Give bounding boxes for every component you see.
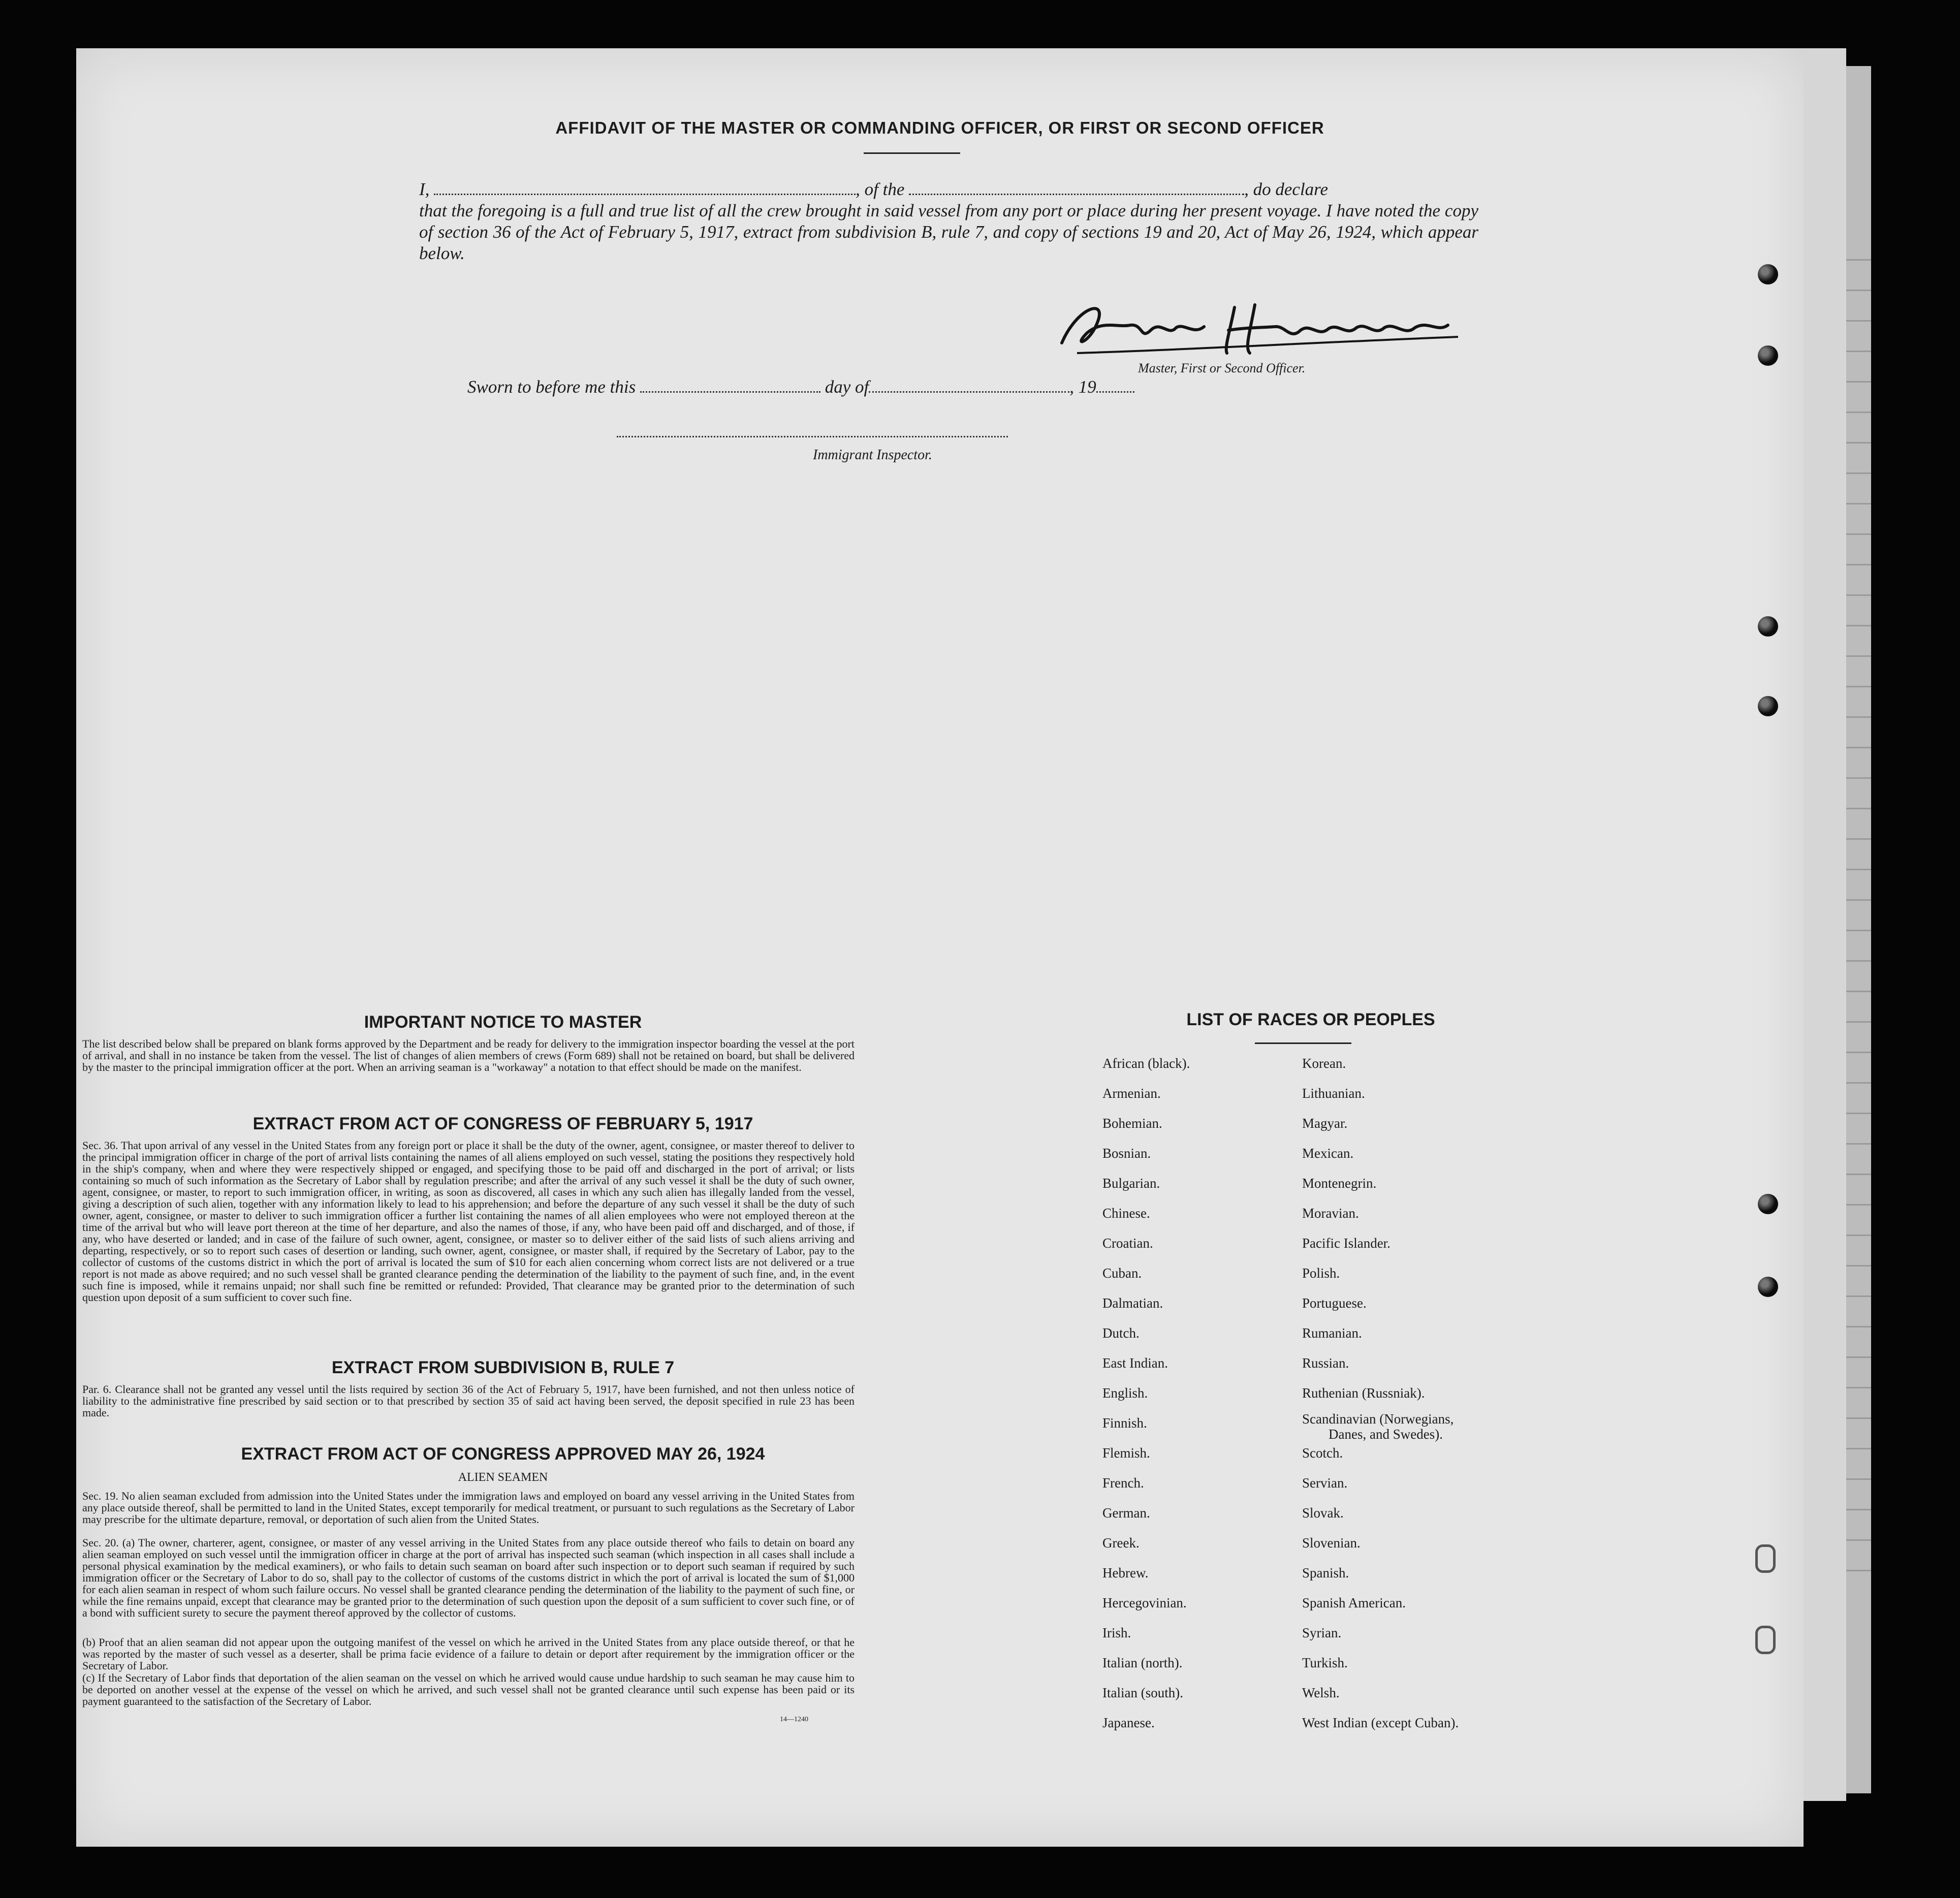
race-item: Cuban. xyxy=(1102,1266,1142,1281)
extract-1917-text: Sec. 36. That upon arrival of any vessel in the United States from any foreign port or place it shall be the duty of the owner, agent, consignee, or master thereof to deliver to the principal immigration officer in charge of the port of arrival lists containing the names of all aliens employed on such vessel, stating the positions they respectively hold in the ship's company, when and where they were respectively shipped or engaged, and specifying those to be paid off and discharged in the port of arrival; or lists containing so much of such information as the Secretary of Labor shall by regulation prescribe; and after the arrival of any such vessel it shall be the duty of such owner, agent, consignee, or master, to report to such immigration officer, in writing, as soon as discovered, all cases in which any such alien has illegally landed from the vessel, giving a description of such alien, together with any information likely to lead to his apprehension; and before the departure of any such vessel it shall be the duty of such owner, agent, consignee, or master to deliver to such immigration officer a further list containing the names of all alien employees who were not employed thereon at the time of the arrival but who will leave port thereon at the time of her departure, and also the names of those, if any, who have been paid off and discharged, and of those, if any, who have deserted or landed; and in case of the failure of such owner, agent, consignee, or master so to deliver either of the said lists of such aliens arriving and departing, respectively, or so to report such cases of desertion or landing, such owner, agent, consignee, or master shall, if required by the Secretary of Labor, pay to the collector of customs of the customs district in which the port of arrival is located the sum of $10 for each alien concerning whom correct lists are not delivered or a true report is not made as above required; and no such vessel shall be granted clearance pending the determination of the liability to the payment of such fine, and, in the event such fine is imposed, while it remains unpaid; nor shall such fine be remitted or refunded: Provided, That clearance may be granted prior to the determination of such question upon deposit of a sum sufficient to cover such fine. xyxy=(82,1139,855,1304)
punch-hole xyxy=(1758,264,1778,284)
sworn-year-field[interactable] xyxy=(1096,376,1134,393)
races-title: LIST OF RACES OR PEOPLES xyxy=(1186,1010,1435,1029)
race-item: Spanish American. xyxy=(1302,1595,1406,1610)
race-item: Scandinavian (Norwegians, xyxy=(1302,1411,1454,1427)
signature-label: Master, First or Second Officer. xyxy=(1138,361,1306,375)
race-item: Syrian. xyxy=(1302,1625,1342,1640)
races-underline xyxy=(1255,1042,1351,1044)
race-item: Rumanian. xyxy=(1302,1325,1362,1341)
race-item: Hercegovinian. xyxy=(1102,1595,1187,1610)
punch-hole xyxy=(1758,616,1778,637)
race-item: Turkish. xyxy=(1302,1655,1348,1670)
race-item: Dalmatian. xyxy=(1102,1295,1163,1311)
race-item: Armenian. xyxy=(1102,1086,1161,1101)
sworn-line: Sworn to before me this day of , 19 xyxy=(467,376,1134,397)
race-item: English. xyxy=(1102,1385,1148,1401)
race-item: Servian. xyxy=(1302,1475,1348,1491)
rule7-title: EXTRACT FROM SUBDIVISION B, RULE 7 xyxy=(331,1358,675,1377)
race-item: Slovenian. xyxy=(1302,1535,1361,1551)
race-item: Portuguese. xyxy=(1302,1295,1367,1311)
punch-hole xyxy=(1758,696,1778,716)
punch-hole xyxy=(1758,1194,1778,1214)
race-item: Ruthenian (Russniak). xyxy=(1302,1385,1425,1401)
race-item: Bohemian. xyxy=(1102,1116,1162,1131)
race-item: Polish. xyxy=(1302,1266,1340,1281)
race-item: Dutch. xyxy=(1102,1325,1140,1341)
sec20c-text: (c) If the Secretary of Labor finds that deportation of the alien seaman on the vessel on which he arrived would cause undue hardship to such seaman he may cause him to be deported on another vessel at the expense of the vessel on which he arrived, and such vessel shall not be granted clearance until such expense has been paid or its payment guaranteed to the satisfaction of the Secretary of Labor. xyxy=(82,1671,855,1707)
race-item: Magyar. xyxy=(1302,1116,1348,1131)
race-item: Spanish. xyxy=(1302,1565,1349,1580)
race-item: Montenegrin. xyxy=(1302,1176,1377,1191)
race-item: Bulgarian. xyxy=(1102,1176,1160,1191)
punch-hole xyxy=(1758,1277,1778,1297)
sec19-text: Sec. 19. No alien seaman excluded from admission into the United States under the immigration laws and employed on board any vessel arriving in the United States from any place outside thereof, shall be permitted to land in the United States, except temporarily for medical treatment, or pursuant to such regulations as the Secretary of Labor may prescribe for the ultimate departure, removal, or deportation of such alien from the United States. xyxy=(82,1490,855,1526)
race-item: French. xyxy=(1102,1475,1144,1491)
inspector-label: Immigrant Inspector. xyxy=(813,447,932,463)
race-item: West Indian (except Cuban). xyxy=(1302,1715,1459,1730)
alien-seamen-subtitle: ALIEN SEAMEN xyxy=(458,1471,548,1484)
race-item: Croatian. xyxy=(1102,1236,1153,1251)
race-item: Moravian. xyxy=(1302,1206,1359,1221)
race-item: Korean. xyxy=(1302,1056,1346,1071)
race-item: Finnish. xyxy=(1102,1415,1147,1431)
race-item: Hebrew. xyxy=(1102,1565,1149,1580)
sworn-month-field[interactable] xyxy=(869,376,1069,393)
binder-ring xyxy=(1755,1626,1776,1654)
race-item: Bosnian. xyxy=(1102,1146,1151,1161)
race-item: East Indian. xyxy=(1102,1355,1168,1371)
race-item: Welsh. xyxy=(1302,1685,1340,1700)
race-item: Mexican. xyxy=(1302,1146,1354,1161)
affidavit-title: AFFIDAVIT OF THE MASTER OR COMMANDING OFFICER, OR FIRST OR SECOND OFFICER xyxy=(555,118,1324,137)
race-item: Lithuanian. xyxy=(1302,1086,1365,1101)
race-item: Russian. xyxy=(1302,1355,1349,1371)
notice-title: IMPORTANT NOTICE TO MASTER xyxy=(364,1013,642,1032)
affidavit-body: that the foregoing is a full and true list of all the crew brought in said vessel from any port or place during her present voyage. I have noted the copy of section 36 of the Act of February 5, 1917, extract from subdivision B, rule 7, and copy of sections 19 and 20, Act of May 26, 1924, which appear below. xyxy=(419,201,1478,263)
race-item: Pacific Islander. xyxy=(1302,1236,1390,1251)
race-item: Danes, and Swedes). xyxy=(1329,1427,1443,1442)
form-number: 14—1240 xyxy=(780,1716,808,1723)
race-item: Scotch. xyxy=(1302,1445,1343,1461)
sec20b-text: (b) Proof that an alien seaman did not appear upon the outgoing manifest of the vessel on which he arrived in the United States from any place outside thereof, or that he was reported by the master of such vessel as a deserter, shall be prima facie evidence of a failure to detain or deport after requirement by the immigration officer or the Secretary of Labor. xyxy=(82,1636,855,1672)
inspector-signature-field[interactable] xyxy=(617,436,1008,437)
vessel-name-field[interactable] xyxy=(909,178,1244,195)
race-item: African (black). xyxy=(1102,1056,1190,1071)
extract-1917-title: EXTRACT FROM ACT OF CONGRESS OF FEBRUARY 5, 1917 xyxy=(252,1114,753,1133)
race-item: Italian (south). xyxy=(1102,1685,1183,1700)
race-item: Flemish. xyxy=(1102,1445,1150,1461)
affidavit-text xyxy=(419,178,1478,264)
declarant-name-field[interactable] xyxy=(434,178,856,195)
binder-ring xyxy=(1755,1544,1776,1573)
race-item: Chinese. xyxy=(1102,1206,1150,1221)
race-item: Slovak. xyxy=(1302,1505,1344,1521)
punch-hole xyxy=(1758,345,1778,366)
document-page xyxy=(76,48,1804,1847)
sworn-day-field[interactable] xyxy=(640,376,820,393)
rule7-text: Par. 6. Clearance shall not be granted any vessel until the lists required by section 36 of the Act of February 5, 1917, have been furnished, and not then unless notice of liability to the administrative fine prescribed by said section or to that prescribed by section 35 of said act having been served, the deposit specified in rule 23 has been made. xyxy=(82,1383,855,1419)
title-underline xyxy=(864,152,960,154)
notice-text: The list described below shall be prepared on blank forms approved by the Department and be ready for delivery to the immigration inspector boarding the vessel at the port of arrival, and shall in no instance be taken from the vessel. The list of changes of alien members of crews (Form 689) shall not be retained on board, but shall be delivered by the master to the principal immigration officer at the port. When an arriving seaman is a "workaway" a notation to that effect should be made on the manifest. xyxy=(82,1037,855,1073)
declaration-line: I, , of the , do declare xyxy=(419,179,1329,199)
race-item: German. xyxy=(1102,1505,1150,1521)
race-item: Italian (north). xyxy=(1102,1655,1183,1670)
race-item: Irish. xyxy=(1102,1625,1131,1640)
race-item: Japanese. xyxy=(1102,1715,1155,1730)
extract-1924-title: EXTRACT FROM ACT OF CONGRESS APPROVED MAY 26, 1924 xyxy=(241,1444,765,1464)
race-item: Greek. xyxy=(1102,1535,1140,1551)
sec20a-text: Sec. 20. (a) The owner, charterer, agent, consignee, or master of any vessel arriving in the United States from any place outside thereof who fails to detain on board any alien seaman employed on such vessel until the immigration officer in charge at the port of arrival has inspected such seaman (which inspection in all cases shall include a personal physical examination by the medical examiners), or who fails to detain such seaman on board after such inspection or to deport such seaman if required by such immigration officer or the Secretary of Labor to do so, shall pay to the collector of customs of the customs district in which the port of arrival is located the sum of $1,000 for each alien seaman in respect of whom such failure occurs. No vessel shall be granted clearance pending the determination of the liability to the payment of such fine, or while the fine remains unpaid, except that clearance may be granted prior to the determination of such question upon the deposit of a sum sufficient to cover such fine, or of a bond with sufficient surety to secure the payment thereof approved by the collector of customs. xyxy=(82,1536,855,1619)
